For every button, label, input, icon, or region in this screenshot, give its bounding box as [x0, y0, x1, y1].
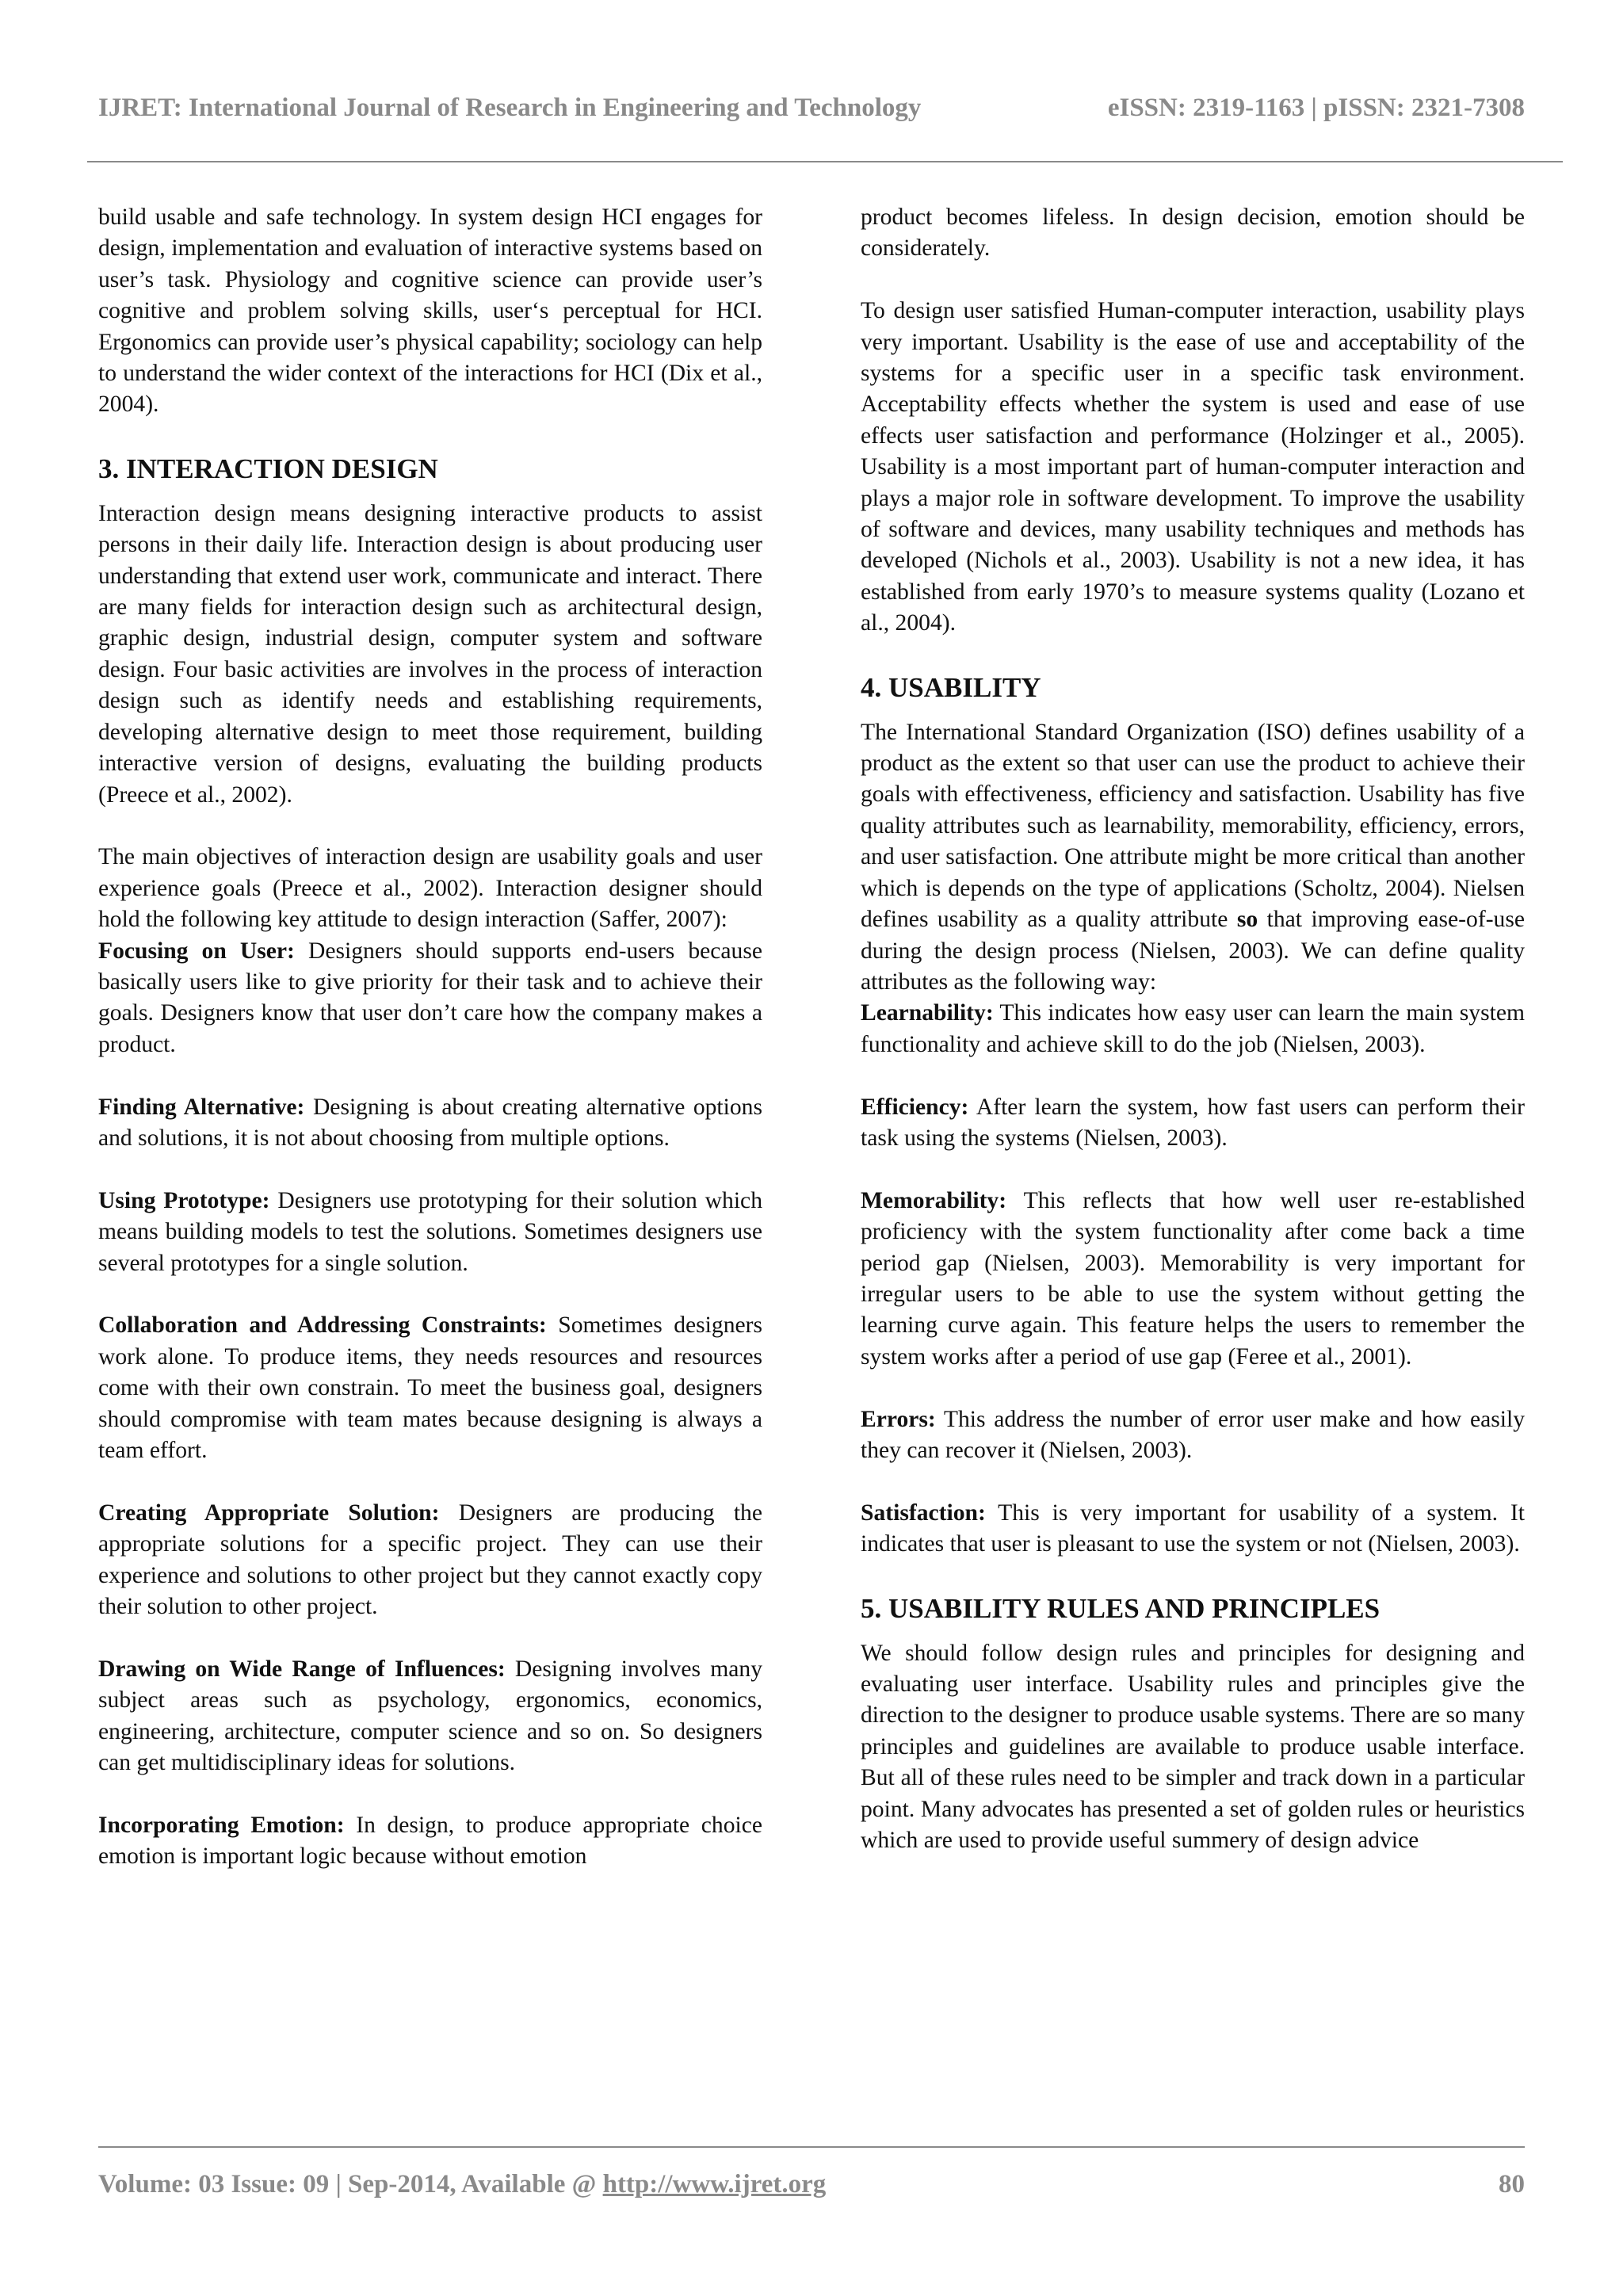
paragraph: The main objectives of interaction design are usability goals and user experience goals (Preece et al., 2002). Interaction designer should hold the following key attitude to design interaction (Saffer, 2007): [98, 844, 762, 933]
term: Finding Alternative: [98, 1094, 305, 1120]
footer-rule [98, 2146, 1525, 2148]
paragraph: Interaction design means designing interactive products to assist persons in their daily life. Interaction design is about producing user understanding that extend user work, communicate and interact. There are many fields for interaction design such as architectural design, graphic design, industrial design, computer system and software design. Four basic activities are involves in the process of interaction design such as identify needs and establishing requirements, developing alternative design to meet those requirement, building interactive version of designs, evaluating the building products (Preece et al., 2002). [98, 500, 762, 808]
paragraph: Satisfaction: This is very important for usability of a system. It indicates that user is pleasant to use the system or not (Nielsen, 2003). [861, 1499, 1525, 1557]
term: Collaboration and Addressing Constraints: [98, 1312, 547, 1339]
term: Satisfaction: [861, 1499, 986, 1526]
term: Drawing on Wide Range of Influences: [98, 1656, 506, 1682]
paragraph: The International Standard Organization (ISO) defines usability of a product as the extent so that user can use the product to achieve their goals with effectiveness, efficiency and satisfaction. Usability has five quality attributes such as learnability, memorability, efficiency, errors, and user satisfaction. One attribute might be more critical than another which is depends on the type of applications (Scholtz, 2004). Nielsen defines usability as a quality attribute so that improving ease-of-use during the design process (Nielsen, 2003). We can define quality attributes as the following way: [861, 719, 1525, 995]
term: Errors: [861, 1406, 936, 1432]
paragraph: Collaboration and Addressing Constraints: Sometimes designers work alone. To produce items, they needs resources and resources come with their own constrain. To meet the business goal, designers should compromise with team mates because designing is always a team effort. [98, 1312, 762, 1463]
left-column [98, 202, 762, 1873]
paragraph: Incorporating Emotion: In design, to produce appropriate choice emotion is important logic because without emotion [98, 1812, 762, 1870]
paragraph: Memorability: This reflects that how well user re-established proficiency with the system functionality after come back a time period gap (Nielsen, 2003). Memorability is very important for irregular users to be able to use the system without getting the learning curve again. This feature helps the users to remember the system works after a period of use gap (Feree et al., 2001). [861, 1187, 1525, 1370]
paragraph: Finding Alternative: Designing is about creating alternative options and solutions, it is not about choosing from multiple options. [98, 1094, 762, 1151]
paragraph: Errors: This address the number of error user make and how easily they can recover it (Nielsen, 2003). [861, 1406, 1525, 1463]
page-number: 80 [1499, 2170, 1525, 2199]
paragraph: To design user satisfied Human-computer interaction, usability plays very important. Usability is the ease of use and acceptability of the systems for a specific user in a specific task environment. Acceptability effects whether the system is used and ease of use effects user satisfaction and performance (Holzinger et al., 2005). Usability is a most important part of human-computer interaction and plays a major role in software development. To improve the usability of software and devices, many usability techniques and methods has developed (Nichols et al., 2003). Usability is not a new idea, it has established from early 1970’s to measure systems quality (Lozano et al., 2004). [861, 298, 1525, 636]
term: Using Prototype: [98, 1187, 270, 1213]
running-footer [98, 2170, 1525, 2199]
section-heading-5: 5. USABILITY RULES AND PRINCIPLES [861, 1592, 1381, 1624]
term: Efficiency: [861, 1094, 969, 1120]
issn: eISSN: 2319-1163 | pISSN: 2321-7308 [1107, 94, 1525, 122]
running-header [98, 94, 1525, 123]
volume-info: Volume: 03 Issue: 09 | Sep-2014, Available @ http://www.ijret.org [98, 2170, 827, 2199]
term: Learnability: [861, 1000, 994, 1026]
term: Incorporating Emotion: [98, 1812, 345, 1838]
term: Memorability: [861, 1187, 1007, 1213]
paragraph: We should follow design rules and principles for designing and evaluating user interface. Usability rules and principles give the direction to the designer to produce usable systems. There are so many principles and guidelines are available to produce usable interface. But all of these rules need to be simpler and track down in a particular point. Many advocates has presented a set of golden rules or heuristics which are used to provide useful summery of design advice [861, 1640, 1525, 1854]
section-heading-3: 3. INTERACTION DESIGN [98, 453, 438, 484]
term: Focusing on User: [98, 938, 295, 964]
journal-link[interactable]: http://www.ijret.org [602, 2170, 827, 2199]
paragraph: Learnability: This indicates how easy user can learn the main system functionality and achieve skill to do the job (Nielsen, 2003). [861, 1000, 1525, 1057]
paragraph: Drawing on Wide Range of Influences: Designing involves many subject areas such as psychology, ergonomics, economics, engineering, architecture, computer science and so on. So designers can get multidisciplinary ideas for solutions. [98, 1656, 762, 1775]
header-rule [87, 161, 1563, 162]
paragraph: Using Prototype: Designers use prototyping for their solution which means building models to test the solutions. Sometimes designers use several prototypes for a single solution. [98, 1187, 762, 1276]
paragraph: Focusing on User: Designers should supports end-users because basically users like to give priority for their task and to achieve their goals. Designers know that user don’t care how the company makes a product. [98, 938, 762, 1057]
paragraph: Creating Appropriate Solution: Designers are producing the appropriate solutions for a specific project. They can use their experience and solutions to other project but they cannot exactly copy their solution to other project. [98, 1499, 762, 1619]
journal-title: IJRET: International Journal of Research in Engineering and Technology [98, 94, 922, 122]
paragraph: build usable and safe technology. In system design HCI engages for design, implementation and evaluation of interactive systems based on user’s task. Physiology and cognitive science can provide user’s cognitive and problem solving skills, user‘s perceptual for HCI. Ergonomics can provide user’s physical capability; sociology can help to understand the wider context of the interactions for HCI (Dix et al., 2004). [98, 204, 762, 418]
section-heading-4: 4. USABILITY [861, 671, 1041, 703]
paragraph: Efficiency: After learn the system, how fast users can perform their task using the systems (Nielsen, 2003). [861, 1094, 1525, 1151]
term: Creating Appropriate Solution: [98, 1499, 440, 1526]
right-column [861, 202, 1525, 1856]
paragraph: product becomes lifeless. In design decision, emotion should be considerately. [861, 204, 1525, 262]
